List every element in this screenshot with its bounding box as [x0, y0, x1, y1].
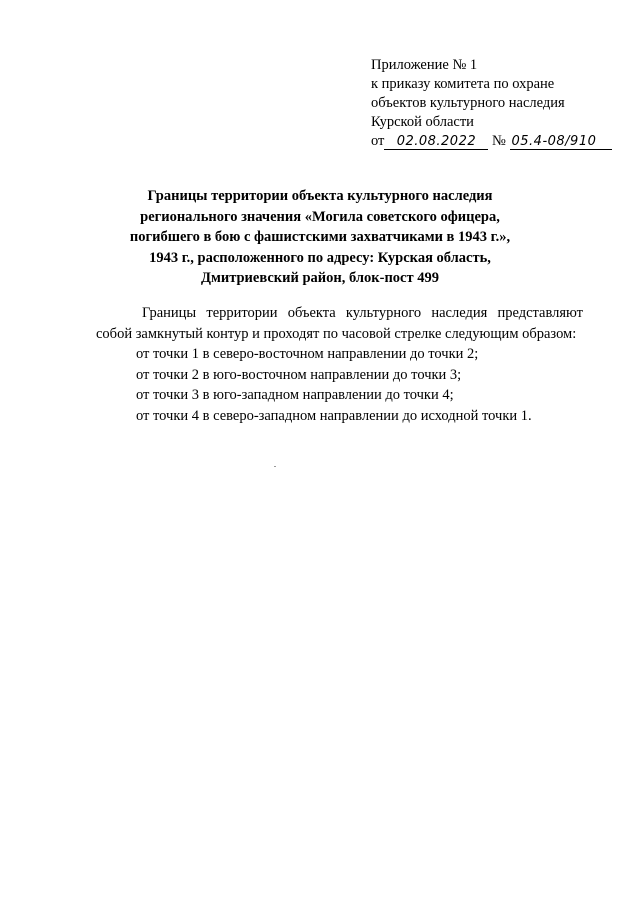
title-line: 1943 г., расположенного по адресу: Курская область, [149, 249, 491, 266]
document-title [96, 186, 544, 289]
appendix-header [371, 56, 631, 151]
appendix-committee: объектов культурного наследия [371, 95, 565, 111]
boundary-item: от точки 3 в юго-западном направлении до точки 4; [136, 387, 454, 403]
title-line: регионального значения «Могила советского офицера, [140, 208, 500, 225]
boundary-item: от точки 2 в юго-восточном направлении до точки 3; [136, 366, 462, 383]
order-number-label: № [492, 133, 506, 149]
scan-speck [274, 466, 276, 467]
title-line: Дмитриевский район, блок-пост 499 [200, 270, 439, 286]
title-line: погибшего в бою с фашистскими захватчиками в 1943 г.», [129, 229, 511, 245]
boundary-item: от точки 4 в северо-западном направлении до исходной точки 1. [136, 407, 532, 424]
appendix-region: Курской области [371, 114, 474, 130]
title-line: Границы территории объекта культурного наследия [147, 188, 493, 204]
order-date-number-line [371, 132, 631, 151]
appendix-order-ref: к приказу комитета по охране [371, 76, 555, 92]
order-from-label: от [371, 133, 385, 149]
intro-paragraph: Границы территории объекта культурного наследия представляют собой замкнутый контур и проходят по часовой стрелке следующим образом: [96, 305, 583, 342]
boundary-item: от точки 1 в северо-восточном направлении до точки 2; [136, 346, 479, 362]
order-number-handwritten: 05.4-08/910 [510, 134, 612, 150]
appendix-number: Приложение № 1 [371, 57, 478, 73]
document-body [96, 303, 583, 426]
order-date-handwritten: 02.08.2022 [384, 134, 488, 150]
